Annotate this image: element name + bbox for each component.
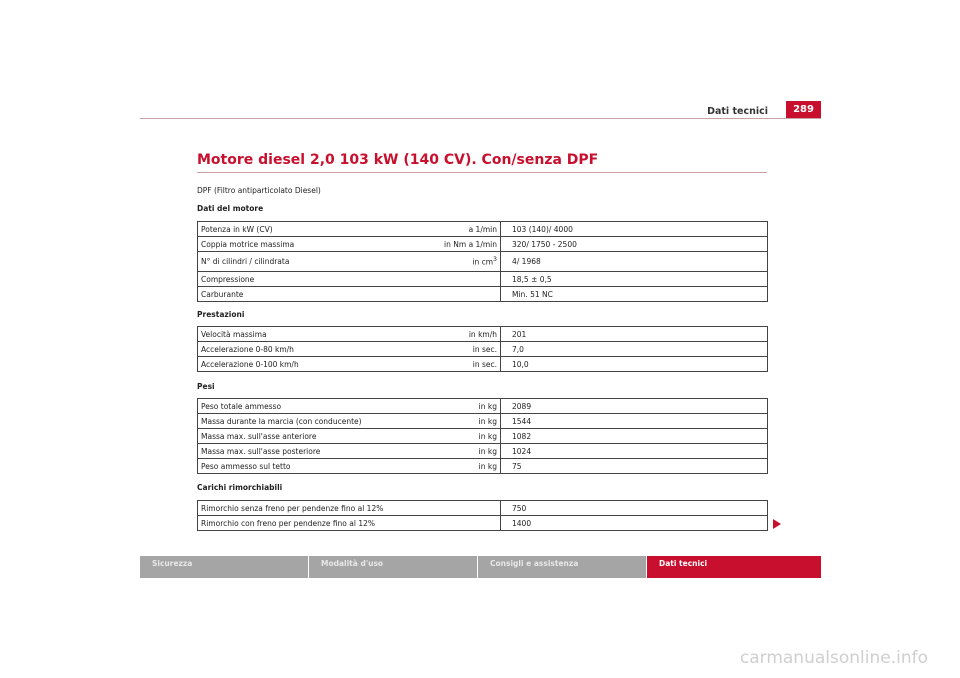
row-label: Massa max. sull'asse anteriore [198, 429, 435, 444]
tab-label: Consigli e assistenza [490, 559, 579, 568]
tab-consigli-assistenza[interactable] [478, 556, 646, 578]
page-title: Motore diesel 2,0 103 kW (140 CV). Con/senza DPF [197, 152, 599, 168]
row-label: Coppia motrice massima [198, 237, 435, 252]
row-value: 201 [501, 327, 768, 342]
row-label: Massa durante la marcia (con conducente) [198, 414, 435, 429]
row-value: 103 (140)/ 4000 [501, 222, 768, 237]
row-value: 2089 [501, 399, 768, 414]
triangle-right-icon[interactable] [773, 519, 781, 529]
row-unit: a 1/min [434, 222, 501, 237]
tab-label: Modalità d'uso [321, 559, 384, 568]
row-label: N° di cilindri / cilindrata [198, 252, 435, 272]
table-row [198, 459, 768, 474]
row-unit: in sec. [434, 342, 501, 357]
table-row [198, 429, 768, 444]
row-unit [434, 516, 501, 531]
table-motore [197, 221, 768, 302]
table-carichi [197, 500, 768, 531]
row-value: 18,5 ± 0,5 [501, 272, 768, 287]
row-value: 4/ 1968 [501, 252, 768, 272]
row-label: Carburante [198, 287, 435, 302]
row-unit: in Nm a 1/min [434, 237, 501, 252]
dpf-note: DPF (Filtro antiparticolato Diesel) [197, 186, 321, 195]
tab-sicurezza[interactable] [140, 556, 308, 578]
row-label: Accelerazione 0-80 km/h [198, 342, 435, 357]
row-label: Peso totale ammesso [198, 399, 435, 414]
unit-superscript: 3 [493, 256, 497, 264]
row-value: 7,0 [501, 342, 768, 357]
row-label: Peso ammesso sul tetto [198, 459, 435, 474]
row-unit: in km/h [434, 327, 501, 342]
row-unit: in kg [434, 444, 501, 459]
table-row [198, 516, 768, 531]
row-label: Rimorchio senza freno per pendenze fino al 12% [198, 501, 435, 516]
header-rule [140, 118, 821, 119]
unit-text: in cm [472, 257, 494, 267]
table-row [198, 414, 768, 429]
tab-dati-tecnici[interactable] [647, 556, 821, 578]
table-row [198, 342, 768, 357]
title-rule [197, 172, 767, 173]
row-unit [434, 272, 501, 287]
watermark: carmanualsonline.info [739, 648, 928, 668]
table-row [198, 399, 768, 414]
table-prestazioni [197, 326, 768, 372]
table-row [198, 444, 768, 459]
table-row [198, 501, 768, 516]
row-unit [434, 287, 501, 302]
tab-label: Dati tecnici [659, 559, 708, 568]
row-value: 320/ 1750 - 2500 [501, 237, 768, 252]
row-label: Potenza in kW (CV) [198, 222, 435, 237]
table-pesi [197, 398, 768, 474]
row-value: 1082 [501, 429, 768, 444]
table-row [198, 272, 768, 287]
page-number: 289 [786, 101, 821, 118]
section-heading-prestazioni: Prestazioni [197, 310, 245, 319]
row-unit: in kg [434, 429, 501, 444]
row-value: 1024 [501, 444, 768, 459]
row-unit: in kg [434, 399, 501, 414]
row-unit: in sec. [434, 357, 501, 372]
row-unit: in kg [434, 459, 501, 474]
row-value: 10,0 [501, 357, 768, 372]
table-row [198, 222, 768, 237]
table-row [198, 237, 768, 252]
row-label: Rimorchio con freno per pendenze fino al 12% [198, 516, 435, 531]
table-row [198, 252, 768, 272]
row-unit [434, 501, 501, 516]
table-row [198, 327, 768, 342]
header-section-title: Dati tecnici [707, 106, 768, 117]
section-heading-carichi: Carichi rimorchiabili [197, 483, 283, 492]
row-label: Massa max. sull'asse posteriore [198, 444, 435, 459]
row-label: Accelerazione 0-100 km/h [198, 357, 435, 372]
row-unit: in kg [434, 414, 501, 429]
tab-label: Sicurezza [152, 559, 193, 568]
row-value: 1544 [501, 414, 768, 429]
row-value: 750 [501, 501, 768, 516]
section-heading-motore: Dati del motore [197, 204, 264, 213]
table-row [198, 287, 768, 302]
section-heading-pesi: Pesi [197, 382, 215, 391]
row-label: Compressione [198, 272, 435, 287]
row-value: 75 [501, 459, 768, 474]
row-label: Velocità massima [198, 327, 435, 342]
table-row [198, 357, 768, 372]
row-unit [434, 252, 501, 272]
tab-modalita-uso[interactable] [309, 556, 477, 578]
row-value: Min. 51 NC [501, 287, 768, 302]
row-value: 1400 [501, 516, 768, 531]
